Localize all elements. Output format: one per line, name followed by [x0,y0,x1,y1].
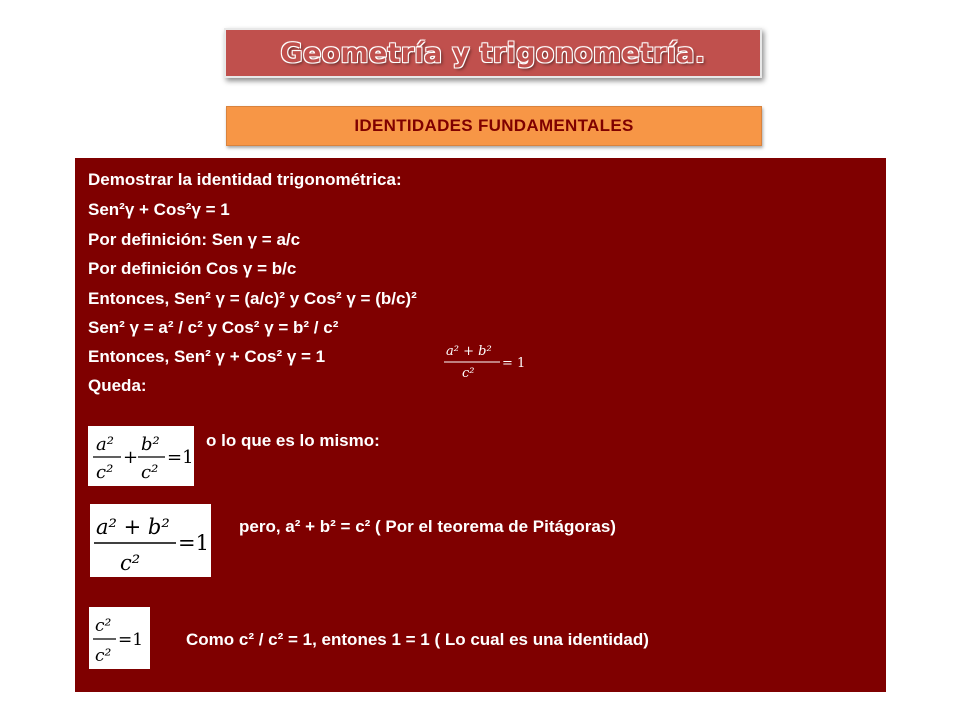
note-pythagoras: pero, a² + b² = c² ( Por el teorema de Pitágoras) [239,517,616,536]
combined-num: a² + b² [96,515,170,539]
sum-plus: + [123,447,139,468]
line-squares: Entonces, Sen² γ = (a/c)² y Cos² γ = (b/c)² [88,289,417,308]
formula-mini [442,338,526,382]
line-fractions: Sen² γ = a² / c² y Cos² γ = b² / c² [88,318,339,337]
content-panel [75,158,886,692]
subtitle-banner [226,106,762,146]
combined-rhs: =1 [178,531,209,555]
sum-a-den: c² [96,462,114,483]
final-num: c² [95,616,112,636]
sum-rhs: =1 [167,447,194,468]
sum-a-num: a² [96,434,114,455]
line-identity: Sen²γ + Cos²γ = 1 [88,200,230,219]
final-den: c² [95,646,112,666]
formula-final-box [89,607,150,669]
final-rhs: =1 [118,630,144,650]
line-def-cos: Por definición Cos γ = b/c [88,259,297,278]
mini-rhs: = 1 [502,356,526,371]
line-def-sen: Por definición: Sen γ = a/c [88,230,301,249]
section-subtitle: IDENTIDADES FUNDAMENTALES [354,116,634,135]
line-statement: Demostrar la identidad trigonométrica: [88,170,402,189]
mini-den: c² [462,366,475,381]
title-banner [224,28,762,78]
sum-b-num: b² [141,434,160,455]
mini-num: a² + b² [446,344,492,359]
page-title: Geometría y trigonometría. [280,37,706,69]
note-identity: Como c² / c² = 1, entones 1 = 1 ( Lo cual es una identidad) [186,630,649,649]
sum-b-den: c² [141,462,159,483]
line-sum: Entonces, Sen² γ + Cos² γ = 1 [88,347,326,366]
formula-combined-box [90,504,211,577]
formula-sum-box [88,426,194,486]
combined-den: c² [120,551,141,575]
line-queda: Queda: [88,376,147,395]
note-same: o lo que es lo mismo: [206,431,380,450]
